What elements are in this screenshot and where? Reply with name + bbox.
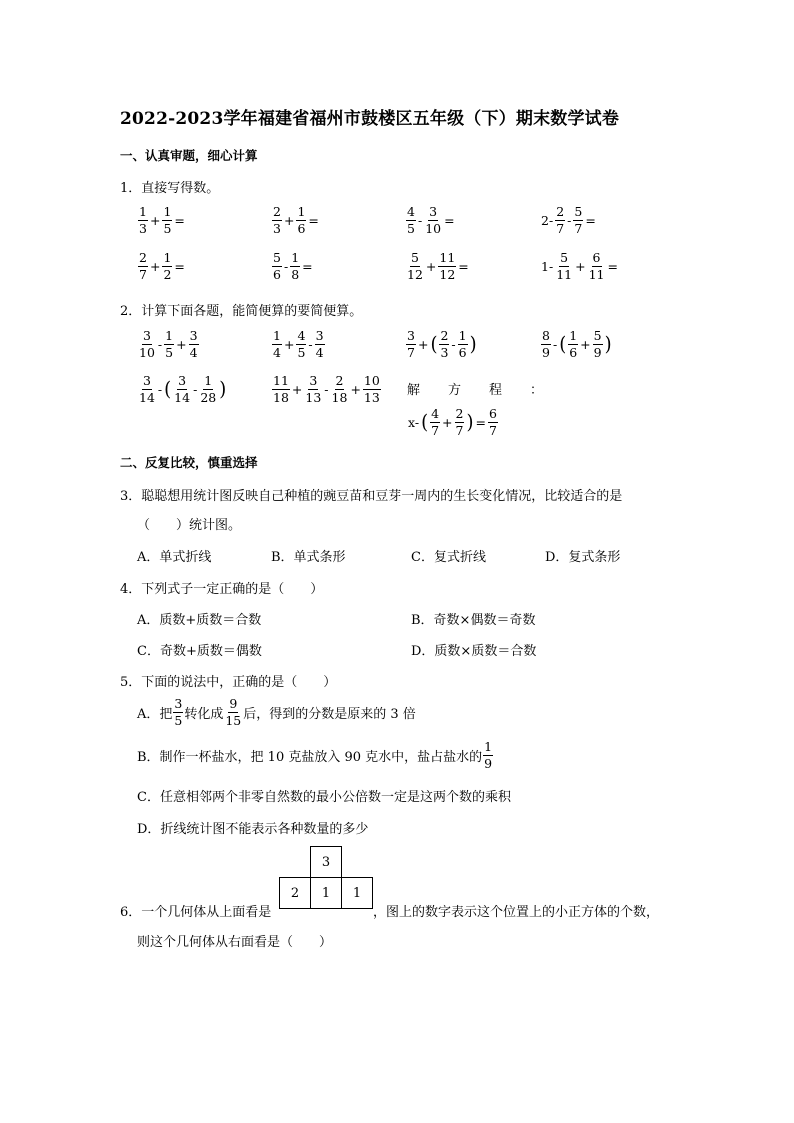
grid-cell-right: 1 [341,877,373,909]
question-5: 5．下面的说法中，正确的是（ ） [120,675,337,690]
q2-item-5: $\frac{3}{14}$ - ( $\frac{3}{14}$ - $\frac{1}{28}$ ) [139,373,227,405]
question-6: 6．一个几何体从上面看是 [120,905,272,920]
question-1: 1．直接写得数。 [120,181,220,196]
q1-item-8: 1- $\frac{5}{11}$ + $\frac{6}{11}$ = [541,250,618,282]
q2-item-2: $\frac{1}{4}$ + $\frac{4}{5}$ - $\frac{3}{4}$ [273,328,324,360]
q1-item-1: $\frac{1}{3}$ + $\frac{1}{5}$ = [139,204,185,236]
q2-item-6: $\frac{11}{18}$ + $\frac{3}{13}$ - $\frac{2}{18}$ + $\frac{10}{13}$ [273,373,380,405]
question-4: 4．下列式子一定正确的是（ ） [120,582,324,597]
question-3-cont: （ ）统计图。 [137,518,242,533]
q4-option-c[interactable]: C．奇数+质数＝偶数 [137,644,262,659]
q1-item-2: $\frac{2}{3}$ + $\frac{1}{6}$ = [273,204,319,236]
q1-item-7: $\frac{5}{12}$ + $\frac{11}{12}$ = [407,250,469,282]
q2-item-1: $\frac{3}{10}$ - $\frac{1}{5}$ + $\frac{3}{4}$ [139,328,198,360]
page-title: 2022-2023学年福建省福州市鼓楼区五年级（下）期末数学试卷 [120,109,620,129]
q2-item-3: $\frac{3}{7}$ + ( $\frac{2}{3}$ - $\frac{1}{6}$ ) [407,328,477,360]
q3-option-c[interactable]: C．复式折线 [411,550,486,565]
q3-option-d[interactable]: D．复式条形 [545,550,621,565]
q4-option-a[interactable]: A．质数+质数＝合数 [137,613,262,628]
q5-option-a[interactable]: A．把 $\frac{3}{5}$ 转化成 $\frac{9}{15}$ 后，得到的分数是原来的 3 倍 [137,696,416,728]
grid-cell-middle: 1 [310,877,342,909]
q2-item-4: $\frac{8}{9}$ - ( $\frac{1}{6}$ + $\frac{5}{9}$ ) [542,328,612,360]
section-2-heading: 二、反复比较，慎重选择 [120,455,258,470]
solve-equation-label: 解 方 程 ： [407,383,544,398]
q5-option-b[interactable]: B．制作一杯盐水，把 10 克盐放入 90 克水中，盐占盐水的 $\frac{1}{9}$ [137,739,493,771]
question-6-mid: ，图上的数字表示这个位置上的小正方体的个数， [373,905,660,920]
grid-cell-top: 3 [310,846,342,878]
question-3: 3．聪聪想用统计图反映自己种植的豌豆苗和豆芽一周内的生长变化情况，比较适合的是 [120,489,623,504]
q3-option-a[interactable]: A．单式折线 [137,550,212,565]
q3-option-b[interactable]: B．单式条形 [271,550,346,565]
question-6-cont: 则这个几何体从右面看是（ ） [137,935,333,950]
q5-option-d[interactable]: D．折线统计图不能表示各种数量的多少 [137,822,369,837]
q4-option-b[interactable]: B．奇数×偶数＝奇数 [411,613,536,628]
question-2: 2．计算下面各题，能简便算的要简便算。 [120,304,363,319]
q1-item-5: $\frac{2}{7}$ + $\frac{1}{2}$ = [139,250,185,282]
section-1-heading: 一、认真审题，细心计算 [120,148,258,163]
q1-item-3: $\frac{4}{5}$ - $\frac{3}{10}$ = [407,204,455,236]
q1-item-4: 2- $\frac{2}{7}$ - $\frac{5}{7}$ = [541,204,596,236]
q5-option-c[interactable]: C．任意相邻两个非零自然数的最小公倍数一定是这两个数的乘积 [137,790,511,805]
q4-option-d[interactable]: D．质数×质数＝合数 [411,644,537,659]
grid-cell-left: 2 [279,877,311,909]
equation: x- ( $\frac{4}{7}$ + $\frac{2}{7}$ ) = $\frac{6}{7}$ [408,406,497,438]
q1-item-6: $\frac{5}{6}$ - $\frac{1}{8}$ = [273,250,313,282]
